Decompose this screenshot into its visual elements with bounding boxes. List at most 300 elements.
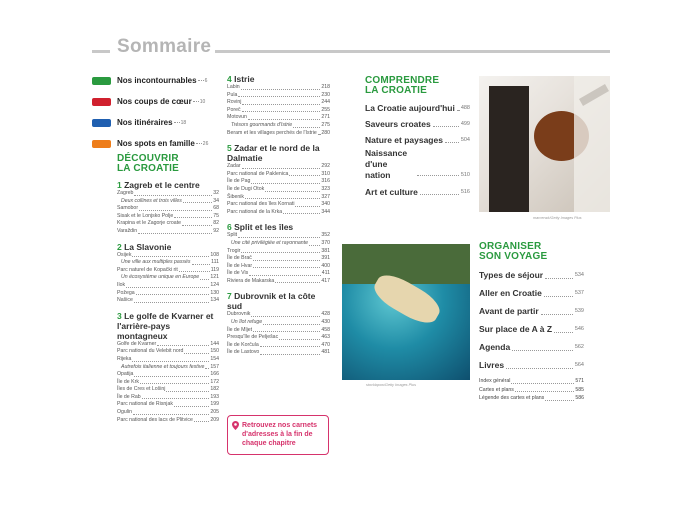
chapter-heading [227, 143, 330, 163]
highlight-item[interactable] [92, 133, 220, 154]
chapter-title: Split et les îles [234, 222, 294, 233]
toc-entry[interactable] [117, 213, 219, 221]
toc-entry[interactable] [227, 186, 330, 194]
chapter-block [117, 180, 219, 236]
color-swatch [92, 77, 111, 85]
chapter-block [117, 311, 219, 425]
toc-entry[interactable] [227, 232, 330, 240]
toc-entry[interactable] [227, 194, 330, 202]
entry-title: Parc national de Paklenica [227, 170, 289, 177]
entry-title: Parc naturel de Kopački rit [117, 266, 178, 273]
entry-page: 92 [213, 227, 219, 234]
dot-leader [420, 184, 459, 195]
entry-title: Une cité privilégiée et rayonnante [231, 239, 308, 246]
toc-entry[interactable] [227, 114, 330, 122]
dot-leader [200, 274, 209, 280]
entry-title: Île de Rab [117, 393, 141, 400]
entry-page: 275 [321, 121, 330, 128]
chapters-column-2 [227, 68, 330, 357]
entry-title: Riviera de Makarska [227, 277, 275, 284]
chapter-heading [227, 291, 330, 311]
dot-leader [174, 122, 180, 123]
dot-leader [140, 379, 209, 385]
entry-title: Légende des cartes et plans [479, 395, 545, 401]
entry-title: Livres [479, 360, 505, 370]
chapter-title: Istrie [234, 74, 255, 84]
dot-leader [241, 84, 321, 90]
chapter-heading [117, 311, 219, 341]
entry-title: Sur place de A à Z [479, 324, 553, 334]
entry-title: Agenda [479, 342, 511, 352]
entry-title: Parc national du Velebit nord [117, 348, 184, 355]
toc-entry[interactable] [117, 198, 219, 206]
location-pin-icon [232, 421, 239, 430]
entry-title: Beram et les villages perchés de l'Istrie [227, 129, 317, 136]
toc-entry[interactable] [227, 122, 330, 130]
toc-entry[interactable] [479, 377, 584, 386]
entry-page: 209 [210, 416, 219, 423]
entry-page: 111 [211, 259, 219, 266]
entry-title: Index général [479, 378, 511, 384]
dot-leader [142, 394, 210, 400]
dot-leader [194, 417, 210, 423]
toc-entry[interactable] [227, 334, 330, 342]
color-swatch [92, 98, 111, 106]
dot-leader [134, 371, 209, 377]
toc-entry[interactable] [227, 107, 330, 115]
chapter-title: Dubrovnik et la côte sud [227, 291, 316, 312]
highlight-item[interactable] [92, 112, 220, 133]
entry-title: Rovinj [227, 99, 242, 106]
page-title: Sommaire [117, 36, 212, 57]
dot-leader [166, 386, 209, 392]
toc-entry[interactable] [117, 205, 219, 213]
organiser-section [479, 242, 584, 403]
entry-title: Nature et paysages [365, 135, 443, 145]
entry-page: 172 [210, 378, 219, 385]
toc-entry[interactable] [227, 209, 330, 217]
toc-entry[interactable] [117, 190, 219, 198]
chapter-block [227, 291, 330, 357]
entry-title: Île de Vis [227, 270, 249, 277]
entry-title: Un îlot refuge [231, 319, 263, 326]
entry-title: Varaždin [117, 227, 138, 234]
dot-leader [241, 248, 320, 254]
musicians-photo [479, 76, 610, 212]
entry-title: Naissance d'une nation [365, 148, 408, 180]
entry-page: 463 [321, 334, 330, 341]
dot-leader [134, 297, 209, 303]
dot-leader [318, 130, 321, 136]
toc-entry[interactable] [117, 290, 219, 298]
entry-page: 230 [321, 91, 330, 98]
section-heading: LA CROATIE [117, 163, 179, 174]
toc-entry[interactable] [117, 356, 219, 364]
dot-leader [136, 290, 210, 296]
toc-entry[interactable] [227, 278, 330, 286]
toc-entry[interactable] [365, 132, 470, 148]
dot-leader [238, 92, 320, 98]
entry-page: 134 [210, 297, 219, 304]
toc-entry[interactable] [479, 302, 584, 320]
section-heading: DÉCOUVRIR [117, 153, 179, 164]
entry-title: Trésors gourmands d'Istrie [231, 121, 293, 128]
entry-page: 323 [321, 185, 330, 192]
entry-title: Île de Brač [227, 255, 252, 262]
entry-page: 546 [574, 326, 584, 332]
callout-text: Retrouvez nos carnets d'adresses à la fin de chaque chapitre [242, 422, 318, 447]
toc-entry[interactable] [227, 255, 330, 263]
entry-page: 562 [574, 344, 584, 350]
dot-leader [260, 342, 321, 348]
toc-entry[interactable] [227, 311, 330, 319]
entry-page: 504 [460, 137, 470, 143]
chapter-number: 1 [117, 180, 122, 190]
dot-leader [132, 356, 209, 362]
chapter-title: Le golfe de Kvarner et l'arrière-pays montagneux [117, 310, 214, 341]
entry-page: 430 [321, 319, 330, 326]
highlight-label: Nos coups de cœur [117, 97, 192, 106]
entry-page: 166 [210, 371, 219, 378]
entry-page: 130 [210, 289, 219, 296]
entry-page: 157 [210, 363, 219, 370]
dot-leader [242, 99, 320, 105]
entry-page: 481 [321, 349, 330, 356]
dot-leader [134, 190, 212, 196]
toc-entry[interactable] [117, 364, 219, 372]
toc-entry[interactable] [117, 341, 219, 349]
dot-leader [283, 209, 320, 215]
entry-page: 571 [575, 378, 584, 384]
section-heading: ORGANISER [479, 241, 542, 252]
chapter-title: La Slavonie [124, 241, 172, 252]
entry-title: Osijek [117, 251, 132, 258]
entry-page: 327 [321, 193, 330, 200]
toc-entry[interactable] [117, 220, 219, 228]
dot-leader [545, 266, 573, 279]
chapter-title: Zadar et le nord de la Dalmatie [227, 143, 320, 164]
entry-page: 34 [213, 197, 219, 204]
toc-entry[interactable] [117, 386, 219, 394]
color-swatch [92, 119, 111, 127]
toc-entry[interactable] [227, 349, 330, 357]
dot-leader [198, 80, 204, 81]
dot-leader [193, 101, 199, 102]
entry-title: Dubrovnik [227, 311, 251, 318]
highlights-list [92, 70, 220, 154]
toc-entry[interactable] [479, 338, 584, 356]
toc-entry[interactable] [479, 284, 584, 302]
title-rule-right [215, 50, 610, 53]
entry-page: 255 [321, 106, 330, 113]
entry-title: Presqu'île de Pelješac [227, 334, 279, 341]
entry-page: 124 [210, 281, 219, 288]
dot-leader [545, 394, 574, 401]
chapter-heading [227, 222, 330, 232]
entry-page: 352 [321, 232, 330, 239]
toc-entry[interactable] [117, 228, 219, 236]
toc-entry[interactable] [117, 417, 219, 425]
entry-title: Parc national des îles Kornati [227, 201, 295, 208]
toc-entry[interactable] [227, 163, 330, 171]
entry-page: 534 [574, 272, 584, 278]
entry-title: Rijeka [117, 355, 132, 362]
entry-page: 417 [321, 277, 330, 284]
entry-page: 280 [321, 129, 330, 136]
entry-title: La Croatie aujourd'hui [365, 103, 455, 113]
entry-title: Trogir [227, 247, 241, 254]
entry-page: 340 [321, 201, 330, 208]
beach-aerial-photo [342, 244, 470, 380]
entry-title: Parc national de la Krka [227, 208, 283, 215]
entry-title: Zagreb [117, 190, 134, 196]
toc-entry[interactable] [117, 297, 219, 305]
chapter-title: Zagreb et le centre [124, 180, 200, 190]
highlight-page: 6 [204, 77, 208, 84]
entry-page: 516 [460, 189, 470, 195]
entry-title: Types de séjour [479, 270, 544, 280]
dot-leader [174, 401, 209, 407]
dot-leader [192, 259, 211, 265]
entry-page: 585 [575, 386, 584, 393]
dot-leader [293, 122, 320, 128]
entry-page: 271 [321, 114, 330, 121]
highlight-item[interactable] [92, 70, 220, 91]
color-swatch [92, 140, 111, 148]
photo-credit: marcenzk/Getty Images Plus [533, 216, 582, 220]
entry-page: 292 [321, 163, 330, 170]
entry-page: 154 [210, 355, 219, 362]
dot-leader [295, 201, 320, 207]
toc-entry[interactable] [365, 184, 470, 200]
entry-title: Labin [227, 84, 240, 90]
dot-leader [126, 282, 209, 288]
dot-leader [248, 114, 320, 120]
entry-title: Split [227, 232, 238, 239]
entry-title: Ilok [117, 281, 126, 288]
dot-leader [544, 284, 573, 297]
entry-title: Pula [227, 91, 238, 98]
chapter-number: 4 [227, 74, 232, 84]
dot-leader [253, 255, 321, 261]
toc-entry[interactable] [227, 84, 330, 92]
entry-title: Île de Krk [117, 378, 139, 385]
decouvrir-section [117, 154, 219, 424]
entry-title: Cartes et plans [479, 386, 514, 393]
entry-page: 400 [321, 262, 330, 269]
entry-page: 499 [460, 121, 470, 127]
highlight-page: 18 [180, 119, 187, 126]
dot-leader [263, 319, 320, 325]
photo-credit: stockbpow/Getty Images Plus [366, 383, 417, 387]
entry-title: Šibenik [227, 193, 245, 200]
dot-leader [260, 349, 320, 355]
toc-entry[interactable] [117, 274, 219, 282]
toc-entry[interactable] [117, 409, 219, 417]
toc-entry[interactable] [227, 270, 330, 278]
toc-entry[interactable] [117, 252, 219, 260]
entry-title: Parc national des lacs de Plitvice [117, 416, 193, 423]
entry-title: Île de Lastovo [227, 349, 260, 356]
highlight-page: 10 [199, 98, 206, 105]
entry-title: Ogulin [117, 409, 132, 416]
entry-title: Aller en Croatie [479, 288, 542, 298]
entry-page: 411 [321, 270, 330, 277]
dot-leader [179, 267, 210, 273]
dot-leader [242, 107, 321, 113]
dot-leader [253, 327, 320, 333]
entry-page: 344 [321, 208, 330, 215]
dot-leader [265, 186, 320, 192]
toc-entry[interactable] [117, 267, 219, 275]
toc-entry[interactable] [479, 266, 584, 284]
dot-leader [196, 143, 202, 144]
toc-entry[interactable] [117, 371, 219, 379]
entry-title: Art et culture [365, 187, 418, 197]
entry-title: Saveurs croates [365, 119, 431, 129]
dot-leader [289, 171, 320, 177]
toc-entry[interactable] [227, 178, 330, 186]
dot-leader [417, 175, 459, 176]
entry-page: 316 [321, 178, 330, 185]
highlight-label: Nos itinéraires [117, 118, 173, 127]
section-heading: COMPRENDRE [365, 75, 440, 86]
chapter-number: 6 [227, 222, 232, 233]
entry-page: 539 [574, 308, 584, 314]
toc-entry[interactable] [227, 92, 330, 100]
dot-leader [132, 252, 209, 258]
entry-page: 310 [321, 170, 330, 177]
entry-page: 537 [574, 290, 584, 296]
dot-leader [133, 409, 209, 415]
chapter-heading [227, 74, 330, 84]
entry-page: 586 [575, 395, 584, 401]
chapter-number: 7 [227, 291, 232, 302]
entry-page: 150 [210, 348, 219, 355]
entry-page: 458 [321, 326, 330, 333]
toc-entry[interactable] [117, 394, 219, 402]
toc-entry[interactable] [479, 356, 584, 374]
comprendre-section [365, 76, 470, 200]
entry-page: 199 [210, 401, 219, 408]
toc-entry[interactable] [227, 201, 330, 209]
toc-entry[interactable] [117, 282, 219, 290]
entry-page: 470 [321, 341, 330, 348]
dot-leader [238, 232, 320, 238]
highlight-item[interactable] [92, 91, 220, 112]
dot-leader [205, 364, 209, 370]
entry-title: Motovun [227, 114, 247, 121]
toc-entry[interactable] [227, 99, 330, 107]
toc-entry[interactable] [479, 320, 584, 338]
dot-leader [182, 220, 212, 226]
entry-page: 121 [210, 274, 219, 281]
entry-page: 564 [574, 362, 584, 368]
dot-leader [251, 311, 320, 317]
dot-leader [138, 228, 212, 234]
entry-title: Îles de Cres et Lošinj [117, 386, 166, 393]
entry-title: Poreč [227, 106, 241, 113]
entry-page: 218 [321, 84, 330, 90]
dot-leader [515, 386, 574, 393]
dot-leader [506, 356, 573, 369]
toc-entry[interactable] [227, 240, 330, 248]
toc-entry[interactable] [227, 327, 330, 335]
entry-title: Avant de partir [479, 306, 539, 316]
chapter-number: 5 [227, 143, 232, 154]
highlight-label: Nos incontournables [117, 76, 197, 85]
dot-leader [511, 377, 574, 384]
entry-title: Zadar [227, 163, 241, 170]
toc-entry[interactable] [117, 259, 219, 267]
entry-title: Golfe de Kvarner [117, 340, 157, 347]
toc-entry[interactable] [365, 116, 470, 132]
entry-title: Parc national de Risnjak [117, 401, 173, 408]
dot-leader [174, 213, 212, 219]
dot-leader [184, 348, 209, 354]
highlight-label: Nos spots en famille [117, 139, 195, 148]
entry-page: 370 [321, 239, 330, 246]
entry-title: Deux collines et trois villes [121, 197, 182, 204]
chapter-heading [117, 180, 219, 190]
dot-leader [275, 278, 320, 284]
toc-entry[interactable] [365, 100, 470, 116]
entry-title: Požega [117, 289, 135, 296]
entry-title: Krapina et le Zagorje croate [117, 220, 182, 227]
chapter-block [227, 222, 330, 285]
entry-page: 193 [210, 393, 219, 400]
toc-entry[interactable] [479, 386, 584, 395]
entry-page: 82 [213, 220, 219, 227]
chapter-heading [117, 242, 219, 252]
entry-page: 205 [210, 409, 219, 416]
dot-leader [433, 116, 459, 127]
entry-page: 381 [321, 247, 330, 254]
toc-entry[interactable] [227, 248, 330, 256]
dot-leader [279, 334, 320, 340]
entry-title: Našice [117, 297, 133, 304]
toc-entry[interactable] [117, 348, 219, 356]
entry-title: Samobor [117, 205, 139, 212]
dot-leader [309, 240, 320, 246]
toc-entry[interactable] [479, 394, 584, 403]
section-heading: LA CROATIE [365, 85, 427, 96]
dot-leader [457, 100, 459, 111]
address-callout [227, 415, 329, 455]
dot-leader [445, 132, 459, 143]
chapter-number: 2 [117, 241, 122, 252]
entry-page: 144 [210, 340, 219, 347]
toc-entry[interactable] [117, 401, 219, 409]
chapter-block [117, 242, 219, 305]
toc-entry[interactable] [227, 319, 330, 327]
dot-leader [541, 302, 573, 315]
dot-leader [249, 270, 320, 276]
entry-page: 32 [213, 190, 219, 196]
dot-leader [183, 198, 212, 204]
dot-leader [157, 341, 209, 347]
dot-leader [139, 205, 212, 211]
chapter-block [227, 143, 330, 216]
dot-leader [512, 338, 573, 351]
toc-entry[interactable] [365, 148, 470, 181]
entry-title: Île de Hvar [227, 262, 253, 269]
dot-leader [242, 163, 321, 169]
entry-title: Île de Pag [227, 178, 251, 185]
entry-page: 428 [321, 311, 330, 318]
entry-page: 488 [460, 105, 470, 111]
toc-entry[interactable] [227, 130, 330, 138]
